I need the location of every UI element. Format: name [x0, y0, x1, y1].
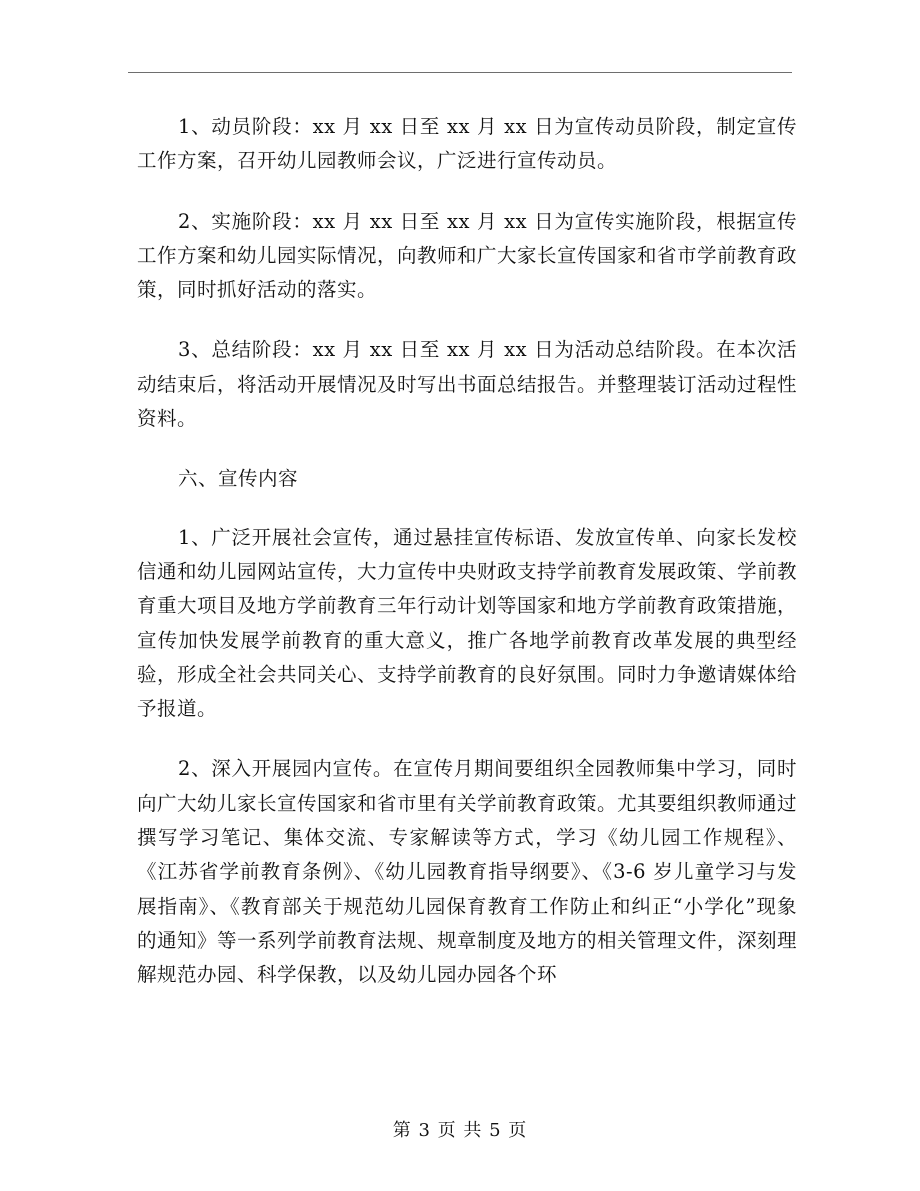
- paragraph-mobilization-stage: 1、动员阶段：xx 月 xx 日至 xx 月 xx 日为宣传动员阶段，制定宣传工作方案，召开幼儿园教师会议，广泛进行宣传动员。: [137, 115, 797, 173]
- header-divider: [128, 72, 792, 73]
- paragraph-implementation-stage: 2、实施阶段：xx 月 xx 日至 xx 月 xx 日为宣传实施阶段，根据宣传工作方案和幼儿园实际情况，向教师和广大家长宣传国家和省市学前教育政策，同时抓好活动的落实。: [137, 209, 798, 302]
- paragraph-campus-publicity: 2、深入开展园内宣传。在宣传月期间要组织全园教师集中学习，同时向广大幼儿家长宣传国家和省市里有关学前教育政策。尤其要组织教师通过撰写学习笔记、集体交流、专家解读等方式，学习《幼儿园工作规程》、《江苏省学前教育条例》、《幼儿园教育指导纲要》、《3-6 岁儿童学习与发展指南》、《教育部关于规范幼儿园保育教育工作防止和纠正“小学化”现象的通知》等一系列学前教育法规、规章制度及地方的相关管理文件，深刻理解规范办园、科学保教，以及幼儿园办园各个环: [137, 757, 798, 987]
- paragraph-social-publicity: 1、广泛开展社会宣传，通过悬挂宣传标语、发放宣传单、向家长发校信通和幼儿园网站宣传，大力宣传中央财政支持学前教育发展政策、学前教育重大项目及地方学前教育三年行动计划等国家和地方学前教育政策措施，宣传加快发展学前教育的重大意义，推广各地学前教育改革发展的典型经验，形成全社会共同关心、支持学前教育的良好氛围。同时力争邀请媒体给予报道。: [137, 525, 798, 721]
- page-number-footer: 第 3 页 共 5 页: [392, 1120, 528, 1141]
- paragraph-summary-stage: 3、总结阶段：xx 月 xx 日至 xx 月 xx 日为活动总结阶段。在本次活动结束后，将活动开展情况及时写出书面总结报告。并整理装订活动过程性资料。: [137, 338, 798, 431]
- section-heading: 六、宣传内容: [178, 467, 299, 491]
- document-body: [137, 110, 797, 1019]
